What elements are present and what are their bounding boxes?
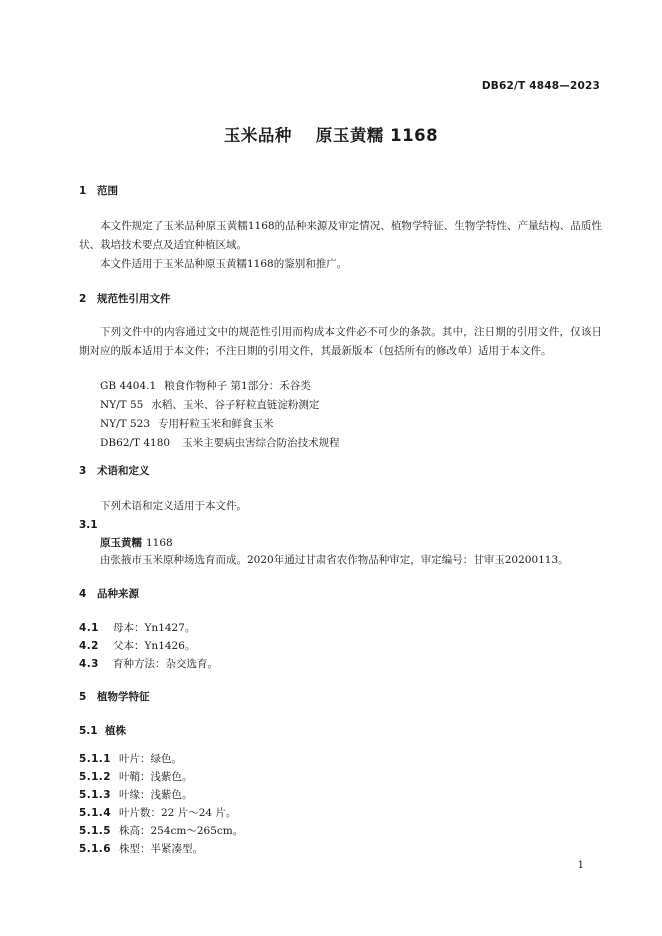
list-item: 5.1.5 株高：254cm～265cm。: [79, 825, 244, 837]
list-item: 4.1 母本：Yn1427。: [79, 622, 196, 634]
section-3-heading: 3 术语和定义: [79, 465, 150, 477]
reference-item: GB 4404.1 粮食作物种子 第1部分：禾谷类: [100, 380, 311, 392]
title-part-2: 原玉黄糯 1168: [315, 126, 439, 145]
section-3-paragraph-1: 下列术语和定义适用于本文件。: [100, 500, 247, 512]
section-1-paragraph-1: 本文件规定了玉米品种原玉黄糯1168的品种来源及审定情况、植物学特征、生物学特性、产量结构、品质性状、栽培技术要点及适宜种植区域。: [79, 220, 602, 251]
list-item: 5.1.4 叶片数：22 片～24 片。: [79, 807, 237, 819]
list-item: 5.1.2 叶鞘：浅紫色。: [79, 771, 193, 783]
reference-item: DB62/T 4180 玉米主要病虫害综合防治技术规程: [100, 437, 340, 449]
subsection-5-1-heading: 5.1 植株: [79, 725, 126, 737]
term-definition: 由张掖市玉米原种场选育而成。2020年通过甘肃省农作物品种审定，审定编号：甘审玉20200113。: [100, 554, 569, 566]
title-part-1: 玉米品种: [223, 126, 292, 145]
section-2-paragraph-1: 下列文件中的内容通过文中的规范性引用而构成本文件必不可少的条款。其中，注日期的引用文件，仅该日期对应的版本适用于本文件；不注日期的引用文件，其最新版本（包括所有的修改单）适用于本文件。: [79, 326, 602, 357]
reference-item: NY/T 523 专用籽粒玉米和鲜食玉米: [100, 418, 274, 430]
list-item: 5.1.3 叶缘：浅紫色。: [79, 789, 193, 801]
section-2-heading: 2 规范性引用文件: [79, 293, 171, 305]
section-1-paragraph-2: 本文件适用于玉米品种原玉黄糯1168的鉴别和推广。: [100, 258, 348, 270]
section-1-heading: 1 范围: [79, 185, 118, 197]
term-name: 原玉黄糯 1168: [100, 537, 173, 549]
document-title: [0, 122, 662, 146]
list-item: 5.1.1 叶片：绿色。: [79, 753, 182, 765]
list-item: 4.3 育种方法：杂交选育。: [79, 658, 218, 670]
page-number: 1: [577, 860, 584, 871]
standard-code: DB62/T 4848—2023: [481, 80, 600, 92]
section-5-heading: 5 植物学特征: [79, 691, 150, 703]
list-item: 5.1.6 株型：半紧凑型。: [79, 843, 203, 855]
section-4-heading: 4 品种来源: [79, 588, 139, 600]
term-number: 3.1: [79, 519, 98, 531]
reference-item: NY/T 55 水稻、玉米、谷子籽粒直链淀粉测定: [100, 399, 320, 411]
list-item: 4.2 父本：Yn1426。: [79, 640, 196, 652]
